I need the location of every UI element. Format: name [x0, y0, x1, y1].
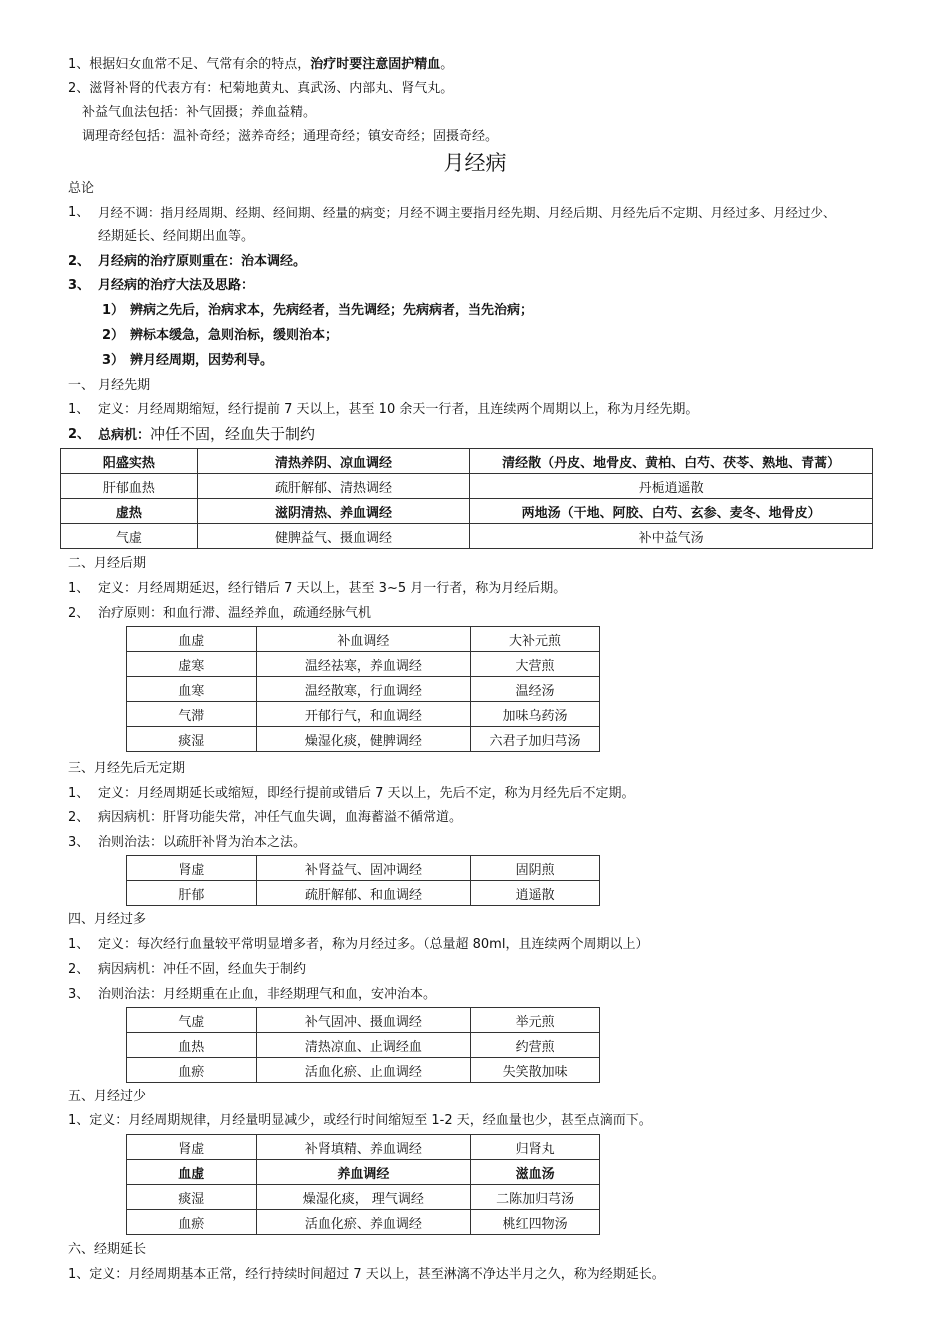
table-cell: 健脾益气、摄血调经	[197, 524, 469, 549]
overview-item-3-num: 3、	[68, 278, 91, 293]
table-cell: 阳盛实热	[61, 449, 198, 474]
sec1-path-value: 冲任不固，经血失于制约	[150, 425, 316, 443]
sec1-heading: 一、 月经先期	[68, 378, 151, 393]
table-cell: 肝郁血热	[61, 474, 198, 499]
table-cell: 养血调经	[256, 1160, 471, 1185]
sec5-heading: 五、月经过少	[68, 1089, 147, 1104]
table-cell: 燥湿化痰，健脾调经	[256, 727, 471, 752]
table-cell: 肾虚	[127, 1135, 257, 1160]
table-cell: 气滞	[127, 702, 257, 727]
sec3-table	[126, 855, 600, 906]
table-row	[127, 627, 600, 652]
table-cell: 疏肝解郁、和血调经	[256, 881, 471, 906]
table-cell: 滋阴清热、养血调经	[197, 499, 469, 524]
intro-line-2: 2、滋肾补肾的代表方有：杞菊地黄丸、真武汤、内部丸、肾气丸。	[68, 81, 454, 96]
sec3-treatment-num: 3、	[68, 835, 90, 850]
table-cell: 肾虚	[127, 856, 257, 881]
table-cell: 补中益气汤	[470, 524, 873, 549]
intro-line-3: 补益气血法包括：补气固摄；养血益精。	[82, 105, 317, 120]
table-cell: 活血化瘀、养血调经	[256, 1210, 471, 1235]
table-row	[127, 1033, 600, 1058]
table-cell: 虚寒	[127, 652, 257, 677]
table-cell: 清热凉血、止调经血	[256, 1033, 471, 1058]
table-cell: 大营煎	[471, 652, 600, 677]
table-cell: 固阴煎	[471, 856, 600, 881]
table-cell: 约营煎	[471, 1033, 600, 1058]
table-row	[127, 1008, 600, 1033]
sec3-pathology-text: 病因病机：肝肾功能失常，冲任气血失调，血海蓄溢不循常道。	[98, 810, 463, 825]
sec6-heading: 六、经期延长	[68, 1242, 147, 1257]
overview-item-3-text: 月经病的治疗大法及思路：	[98, 278, 255, 293]
table-row	[127, 1160, 600, 1185]
sec5-def-text: 1、定义：月经周期规律，月经量明显减少，或经行时间缩短至 1-2 天，经血量也少，甚至点滴而下。	[68, 1113, 652, 1128]
sec4-treatment-text: 治则治法：月经期重在止血，非经期理气和血，安冲治本。	[98, 987, 437, 1002]
sec3-heading: 三、月经先后无定期	[68, 761, 186, 776]
table-row	[61, 524, 873, 549]
table-row	[127, 677, 600, 702]
table-cell: 疏肝解郁、清热调经	[197, 474, 469, 499]
sec1-path-num: 2、	[68, 427, 91, 442]
table-row	[127, 702, 600, 727]
table-cell: 气虚	[127, 1008, 257, 1033]
sec1-table	[60, 448, 873, 549]
table-cell: 活血化瘀、止血调经	[256, 1058, 471, 1083]
sec1-def-num: 1、	[68, 402, 90, 417]
table-cell: 补肾益气、固冲调经	[256, 856, 471, 881]
overview-sub-1-text: 辨病之先后，治病求本，先病经者，当先调经；先病病者，当先治病；	[130, 303, 534, 318]
sec3-def-text: 定义：月经周期延长或缩短，即经行提前或错后 7 天以上，先后不定，称为月经先后不定期。	[98, 786, 635, 801]
overview-item-1-cont: 经期延长、经间期出血等。	[98, 229, 255, 244]
table-cell: 归肾丸	[471, 1135, 600, 1160]
sec4-def-num: 1、	[68, 937, 90, 952]
table-cell: 大补元煎	[471, 627, 600, 652]
sec2-principle-num: 2、	[68, 606, 90, 621]
table-cell: 加味乌药汤	[471, 702, 600, 727]
table-cell: 补血调经	[256, 627, 471, 652]
sec4-def-text: 定义：每次经行血量较平常明显增多者，称为月经过多。（总量超 80ml，且连续两个周期以上）	[98, 937, 649, 952]
table-cell: 滋血汤	[471, 1160, 600, 1185]
table-cell: 六君子加归芎汤	[471, 727, 600, 752]
table-row	[127, 727, 600, 752]
table-cell: 肝郁	[127, 881, 257, 906]
table-row	[61, 449, 873, 474]
table-cell: 补气固冲、摄血调经	[256, 1008, 471, 1033]
sec2-def-num: 1、	[68, 581, 90, 596]
sec4-treatment-num: 3、	[68, 987, 90, 1002]
sec2-table	[126, 626, 600, 752]
table-cell: 虚热	[61, 499, 198, 524]
table-cell: 温经祛寒，养血调经	[256, 652, 471, 677]
table-cell: 温经散寒，行血调经	[256, 677, 471, 702]
sec4-pathology-num: 2、	[68, 962, 90, 977]
table-cell: 温经汤	[471, 677, 600, 702]
sec5-table	[126, 1134, 600, 1235]
table-cell: 血瘀	[127, 1210, 257, 1235]
table-cell: 血热	[127, 1033, 257, 1058]
table-row	[127, 652, 600, 677]
overview-item-2-text: 月经病的治疗原则重在：治本调经。	[98, 254, 307, 269]
sec1-path-label: 总病机：	[98, 428, 151, 443]
table-cell: 二陈加归芎汤	[471, 1185, 600, 1210]
overview-heading: 总论	[68, 181, 95, 196]
overview-sub-3-text: 辨月经周期，因势利导。	[130, 353, 274, 368]
intro-line-1-bold: 治疗时要注意固护精血	[310, 57, 441, 72]
table-cell: 两地汤（干地、阿胶、白芍、玄参、麦冬、地骨皮）	[470, 499, 873, 524]
sec4-heading: 四、月经过多	[68, 912, 147, 927]
table-row	[61, 474, 873, 499]
table-row	[127, 1135, 600, 1160]
sec6-def-text: 1、定义：月经周期基本正常，经行持续时间超过 7 天以上，甚至淋漓不净达半月之久，称为经期延长。	[68, 1267, 665, 1282]
sec2-def-text: 定义：月经周期延迟，经行错后 7 天以上，甚至 3~5 月一行者，称为月经后期。	[98, 581, 567, 596]
table-cell: 补肾填精、养血调经	[256, 1135, 471, 1160]
table-row	[127, 1185, 600, 1210]
table-cell: 气虚	[61, 524, 198, 549]
table-cell: 清经散（丹皮、地骨皮、黄柏、白芍、茯苓、熟地、青蒿）	[470, 449, 873, 474]
table-row	[127, 856, 600, 881]
page-title: 月经病	[443, 151, 507, 175]
table-row	[127, 881, 600, 906]
sec4-table	[126, 1007, 600, 1083]
table-cell: 失笑散加味	[471, 1058, 600, 1083]
overview-sub-1-num: 1）	[102, 303, 125, 318]
table-cell: 桃红四物汤	[471, 1210, 600, 1235]
sec2-principle-text: 治疗原则：和血行滞、温经养血，疏通经脉气机	[98, 606, 372, 621]
intro-line-1	[68, 56, 453, 74]
overview-sub-3-num: 3）	[102, 353, 125, 368]
sec2-heading: 二、月经后期	[68, 556, 147, 571]
sec4-pathology-text: 病因病机：冲任不固，经血失于制约	[98, 962, 307, 977]
intro-line-1-end: 。	[440, 57, 454, 72]
sec1-path-text	[98, 425, 315, 445]
table-row	[61, 499, 873, 524]
intro-line-4: 调理奇经包括：温补奇经；滋养奇经；通理奇经；镇安奇经；固摄奇经。	[82, 129, 499, 144]
table-cell: 逍遥散	[471, 881, 600, 906]
table-cell: 血虚	[127, 627, 257, 652]
table-cell: 丹栀逍遥散	[470, 474, 873, 499]
overview-sub-2-text: 辨标本缓急，急则治标，缓则治本；	[130, 328, 339, 343]
table-cell: 血瘀	[127, 1058, 257, 1083]
sec3-pathology-num: 2、	[68, 810, 90, 825]
overview-item-2-num: 2、	[68, 254, 91, 269]
table-cell: 举元煎	[471, 1008, 600, 1033]
table-cell: 燥湿化痰， 理气调经	[256, 1185, 471, 1210]
table-cell: 痰湿	[127, 1185, 257, 1210]
sec3-def-num: 1、	[68, 786, 90, 801]
table-cell: 开郁行气，和血调经	[256, 702, 471, 727]
sec3-treatment-text: 治则治法：以疏肝补肾为治本之法。	[98, 835, 307, 850]
overview-sub-2-num: 2）	[102, 328, 125, 343]
sec1-def-text: 定义：月经周期缩短，经行提前 7 天以上，甚至 10 余天一行者，且连续两个周期以上，称为月经先期。	[98, 402, 699, 417]
table-cell: 血虚	[127, 1160, 257, 1185]
table-row	[127, 1058, 600, 1083]
overview-item-1-text: 月经不调：指月经周期、经期、经间期、经量的病变；月经不调主要指月经先期、月经后期、月经先后不定期、月经过多、月经过少、	[98, 205, 836, 220]
intro-line-1-text: 1、根据妇女血常不足、气常有余的特点，	[68, 57, 311, 72]
table-row	[127, 1210, 600, 1235]
table-cell: 痰湿	[127, 727, 257, 752]
table-cell: 清热养阴、凉血调经	[197, 449, 469, 474]
overview-item-1-num: 1、	[68, 205, 90, 220]
table-cell: 血寒	[127, 677, 257, 702]
